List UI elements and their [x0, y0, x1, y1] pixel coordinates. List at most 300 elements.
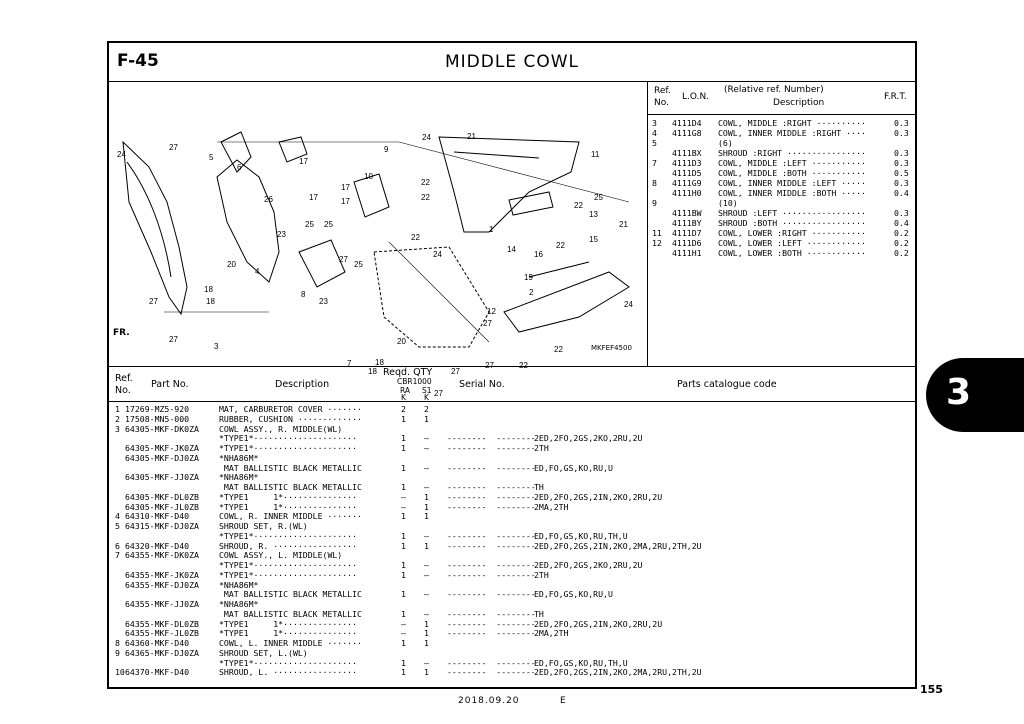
part-number: 64360-MKF-D40 [125, 638, 190, 648]
parts-row [109, 415, 915, 424]
svg-text:22: 22 [421, 193, 430, 202]
svg-text:2: 2 [529, 288, 534, 297]
part-description: *TYPE1 1*··············· [219, 618, 358, 629]
catalogue-code: ED,FO,GS,KO,RU,TH,U [534, 530, 628, 541]
qty-s1: 1 [424, 667, 429, 678]
parts-no-header: No. [115, 385, 131, 396]
ref-description: SHROUD :LEFT ················· [718, 208, 866, 218]
row-ref: 5 [115, 521, 120, 531]
catalogue-code: ED,FO,GS,KO,RU,U [534, 589, 613, 600]
qty-ra: 1 [401, 443, 406, 453]
callout-numbers [117, 132, 633, 398]
lon-code: 4111H1 [672, 248, 702, 258]
lon-code: 4111G9 [672, 178, 702, 188]
part-number: 64355-MKF-JJ0ZA [125, 599, 199, 609]
reference-table-header [648, 82, 915, 115]
svg-text:18: 18 [206, 297, 215, 306]
qty-ra: 2 [401, 404, 406, 414]
cowl-left-shape [374, 247, 489, 347]
frt-value: 0.5 [894, 168, 909, 178]
qty-s1: 1 [424, 511, 429, 522]
svg-text:21: 21 [467, 132, 476, 141]
section-tab [926, 358, 1024, 432]
page-number: 155 [920, 683, 943, 696]
reference-row [648, 138, 915, 148]
qty-ra: 1 [401, 657, 406, 668]
qty-s1: – [424, 530, 429, 541]
serial-number: -------- -------- [447, 589, 536, 600]
part-description: *TYPE1*····················· [219, 657, 358, 668]
ref-description: COWL, LOWER :BOTH ············ [718, 248, 866, 258]
ref-description: SHROUD :RIGHT ················ [718, 148, 866, 158]
reference-row [648, 248, 915, 258]
serial-number: -------- -------- [447, 667, 536, 678]
part-number: 17269-MZ5-920 [125, 404, 190, 414]
relative-ref-header: (Relative ref. Number) [724, 85, 824, 95]
reference-table [648, 82, 915, 366]
svg-text:15: 15 [589, 235, 598, 244]
serial-number: -------- -------- [447, 433, 536, 444]
parts-row [109, 493, 915, 502]
part-description: SHROUD, R. ················· [219, 540, 358, 551]
serial-number: -------- -------- [447, 540, 536, 551]
serial-number: -------- -------- [447, 560, 536, 570]
svg-text:18: 18 [204, 285, 213, 294]
svg-text:23: 23 [319, 297, 328, 306]
part-description: SHROUD SET, L.(WL) [219, 647, 308, 658]
qty-ra: 1 [401, 589, 406, 600]
qty-s1: 1 [424, 540, 429, 551]
part-description: *NHA86M* [219, 579, 259, 590]
part-description: *NHA86M* [219, 452, 259, 463]
parts-row [109, 483, 915, 492]
parts-row [109, 425, 915, 434]
svg-text:12: 12 [487, 307, 496, 316]
frt-value: 0.2 [894, 228, 909, 238]
lon-code: 4111BW [672, 208, 702, 218]
svg-text:19: 19 [524, 273, 533, 282]
qty-ra: 1 [401, 608, 406, 619]
svg-text:25: 25 [305, 220, 314, 229]
no-header: No. [654, 98, 669, 108]
svg-text:24: 24 [422, 133, 431, 142]
parts-row [109, 561, 915, 570]
lon-code: 4111BY [672, 218, 702, 228]
qty-ra: 1 [401, 511, 406, 522]
ref-description: COWL, INNER MIDDLE :LEFT ····· [718, 178, 866, 188]
ref-description: (10) [718, 198, 738, 208]
part-number: 64355-MKF-JL0ZB [125, 628, 199, 639]
part-number: 64305-MKF-DJ0ZA [125, 452, 199, 463]
qty-s1: – [424, 433, 429, 444]
parts-row [109, 668, 915, 677]
figure-title: MIDDLE COWL [444, 52, 579, 72]
part-description: *NHA86M* [219, 472, 259, 483]
qty-ra: 1 [401, 638, 406, 648]
row-ref: 9 [115, 647, 120, 658]
svg-text:24: 24 [624, 300, 633, 309]
svg-text:25: 25 [594, 193, 603, 202]
part-description: MAT BALLISTIC BLACK METALLIC [219, 589, 362, 600]
frt-value: 0.3 [894, 148, 909, 158]
catalogue-code: 2TH [534, 443, 549, 453]
catalogue-code: 2MA,2TH [534, 501, 569, 512]
part-description: SHROUD, L. ················· [219, 667, 358, 678]
ra-header: RA [400, 386, 411, 395]
catalogue-code: 2ED,2FO,2GS,2IN,2KO,2RU,2U [534, 491, 663, 502]
part-number: 64355-MKF-DJ0ZA [125, 579, 199, 590]
catalogue-code: 2ED,2FO,2GS,2IN,2KO,2RU,2U [534, 618, 663, 629]
qty-ra: 1 [401, 667, 406, 678]
lon-code: 4111D6 [672, 238, 702, 248]
qty-s1: 1 [424, 638, 429, 648]
row-ref: 1 [115, 404, 120, 414]
parts-row [109, 629, 915, 638]
reference-row [648, 178, 915, 188]
ref-description: (6) [718, 138, 733, 148]
reference-row [648, 238, 915, 248]
ref-description: COWL, MIDDLE :RIGHT ·········· [718, 118, 866, 128]
k1-header: K [401, 393, 406, 402]
ref-description: COWL, INNER MIDDLE :RIGHT ···· [718, 128, 866, 138]
part-description: *TYPE1 1*··············· [219, 491, 358, 502]
svg-text:22: 22 [574, 201, 583, 210]
part-number: 17508-MN5-000 [125, 413, 190, 424]
svg-text:27: 27 [339, 255, 348, 264]
serial-number: -------- -------- [447, 482, 536, 492]
lon-code: 4111D7 [672, 228, 702, 238]
reference-row [648, 168, 915, 178]
part-description: COWL ASSY., L. MIDDLE(WL) [219, 550, 343, 561]
qty-ra: – [401, 501, 406, 512]
parts-row [109, 590, 915, 599]
svg-text:1: 1 [489, 225, 494, 234]
lon-header: L.O.N. [682, 92, 710, 102]
serial-number: -------- -------- [447, 569, 536, 580]
part-number: 64310-MKF-D40 [125, 511, 190, 522]
lon-code: 4111D5 [672, 168, 702, 178]
k2-header: K [424, 393, 429, 402]
qty-s1: 1 [424, 501, 429, 512]
s1-header: S1 [422, 386, 432, 395]
parts-row [109, 444, 915, 453]
svg-text:10: 10 [364, 172, 373, 181]
parts-row [109, 503, 915, 512]
qty-s1: – [424, 657, 429, 668]
qty-s1: 1 [424, 491, 429, 502]
ref-number: 7 [652, 158, 657, 168]
qty-ra: – [401, 628, 406, 639]
svg-text:6: 6 [237, 163, 242, 172]
qty-ra: – [401, 491, 406, 502]
row-ref: 2 [115, 413, 120, 424]
frt-value: 0.3 [894, 128, 909, 138]
parts-row [109, 571, 915, 580]
frt-value: 0.4 [894, 218, 909, 228]
row-ref: 8 [115, 638, 120, 648]
serial-number: -------- -------- [447, 443, 536, 453]
svg-text:17: 17 [341, 183, 350, 192]
part-description: COWL ASSY., R. MIDDLE(WL) [219, 423, 343, 434]
svg-text:22: 22 [519, 361, 528, 370]
part-number: 64315-MKF-DJ0ZA [125, 521, 199, 531]
svg-text:8: 8 [301, 290, 306, 299]
ref-number: 11 [652, 228, 662, 238]
frt-value: 0.4 [894, 188, 909, 198]
lon-code: 4111G8 [672, 128, 702, 138]
svg-text:18: 18 [368, 367, 377, 376]
qty-ra: 1 [401, 540, 406, 551]
serial-number: -------- -------- [447, 657, 536, 668]
svg-text:25: 25 [354, 260, 363, 269]
serial-number: -------- -------- [447, 501, 536, 512]
reference-row [648, 158, 915, 168]
svg-text:24: 24 [433, 250, 442, 259]
frt-value: 0.2 [894, 248, 909, 258]
frt-value: 0.3 [894, 178, 909, 188]
qty-s1: – [424, 569, 429, 580]
model-header: CBR1000 [397, 377, 432, 386]
svg-text:21: 21 [619, 220, 628, 229]
svg-text:5: 5 [209, 153, 214, 162]
qty-s1: 2 [424, 404, 429, 414]
row-ref: 3 [115, 423, 120, 434]
parts-row [109, 639, 915, 648]
qty-ra: – [401, 618, 406, 629]
parts-row [109, 620, 915, 629]
serial-number: -------- -------- [447, 530, 536, 541]
ref-description: COWL, LOWER :RIGHT ··········· [718, 228, 866, 238]
part-number: 64305-MKF-DL0ZB [125, 491, 199, 502]
ref-number: 8 [652, 178, 657, 188]
ref-number: 3 [652, 118, 657, 128]
part-number: 64305-MKF-DK0ZA [125, 423, 199, 434]
svg-text:13: 13 [589, 210, 598, 219]
qty-s1: – [424, 482, 429, 492]
title-bar [109, 43, 915, 82]
reference-row [648, 128, 915, 138]
reference-row [648, 228, 915, 238]
parts-row [109, 610, 915, 619]
parts-row [109, 434, 915, 443]
part-number: 64305-MKF-JJ0ZA [125, 472, 199, 483]
lon-code: 4111H0 [672, 188, 702, 198]
edition-mark: E [560, 696, 566, 706]
catalogue-code: TH [534, 482, 544, 492]
row-ref: 7 [115, 550, 120, 561]
svg-text:22: 22 [411, 233, 420, 242]
parts-list-header [109, 366, 915, 402]
svg-text:27: 27 [485, 361, 494, 370]
svg-text:27: 27 [483, 319, 492, 328]
part-description: *TYPE1 1*··············· [219, 501, 358, 512]
part-number: 64305-MKF-JL0ZB [125, 501, 199, 512]
reqd-qty-header: Reqd. QTY [383, 367, 433, 378]
part-description: *TYPE1*····················· [219, 443, 358, 453]
qty-s1: – [424, 443, 429, 453]
ref-number: 4 [652, 128, 657, 138]
serial-number: -------- -------- [447, 608, 536, 619]
shroud-shape [221, 132, 251, 172]
frt-value: 0.3 [894, 118, 909, 128]
qty-s1: 1 [424, 618, 429, 629]
part-description: *TYPE1*····················· [219, 530, 358, 541]
qty-ra: 1 [401, 482, 406, 492]
ref-description: COWL, MIDDLE :LEFT ··········· [718, 158, 866, 168]
qty-ra: 1 [401, 462, 406, 473]
catalogue-code: 2MA,2TH [534, 628, 569, 639]
svg-text:22: 22 [421, 178, 430, 187]
part-number: 64355-MKF-DL0ZB [125, 618, 199, 629]
row-ref: 6 [115, 540, 120, 551]
qty-ra: 1 [401, 560, 406, 570]
parts-ref-header: Ref. [115, 373, 133, 384]
part-description: MAT BALLISTIC BLACK METALLIC [219, 462, 362, 473]
svg-text:25: 25 [324, 220, 333, 229]
part-description: SHROUD SET, R.(WL) [219, 521, 308, 531]
parts-row [109, 600, 915, 609]
svg-text:27: 27 [169, 143, 178, 152]
catalogue-code: 2TH [534, 569, 549, 580]
lon-code: 4111D4 [672, 118, 702, 128]
svg-text:26: 26 [264, 195, 273, 204]
parts-row [109, 659, 915, 668]
parts-row [109, 649, 915, 658]
catalogue-code: 2ED,2FO,2GS,2KO,2RU,2U [534, 560, 643, 570]
svg-text:27: 27 [434, 389, 443, 398]
qty-ra: 1 [401, 569, 406, 580]
parts-row [109, 454, 915, 463]
part-description: RUBBER, CUSHION ············· [219, 413, 362, 424]
parts-row [109, 532, 915, 541]
lon-code: 4111D3 [672, 158, 702, 168]
diagram-code: MKFEF4500 [591, 344, 632, 352]
part-no-header: Part No. [151, 379, 189, 390]
ref-number: 9 [652, 198, 657, 208]
section-tab-number: 3 [946, 372, 972, 413]
row-ref: 4 [115, 511, 120, 522]
reference-row [648, 148, 915, 158]
ref-description: COWL, MIDDLE :BOTH ··········· [718, 168, 866, 178]
svg-text:3: 3 [214, 342, 219, 351]
parts-row [109, 512, 915, 521]
front-arrow-label: FR. [113, 328, 130, 338]
svg-text:17: 17 [299, 157, 308, 166]
reference-row [648, 188, 915, 198]
svg-text:22: 22 [556, 241, 565, 250]
cowl-middle-shape [439, 137, 579, 232]
lon-code: 4111BX [672, 148, 702, 158]
qty-ra: 1 [401, 530, 406, 541]
part-number: 64305-MKF-JK0ZA [125, 443, 199, 453]
part-description: MAT BALLISTIC BLACK METALLIC [219, 482, 362, 492]
frt-value: 0.2 [894, 238, 909, 248]
catalogue-code: 2ED,2FO,2GS,2KO,2RU,2U [534, 433, 643, 444]
svg-text:9: 9 [384, 145, 389, 154]
svg-text:27: 27 [451, 367, 460, 376]
svg-text:27: 27 [149, 297, 158, 306]
part-description: MAT, CARBURETOR COVER ······· [219, 404, 362, 414]
figure-number: F-45 [117, 51, 159, 71]
reference-row [648, 198, 915, 208]
serial-header: Serial No. [459, 379, 505, 390]
part-description: COWL, L. INNER MIDDLE ······· [219, 638, 362, 648]
qty-s1: – [424, 462, 429, 473]
svg-text:20: 20 [397, 337, 406, 346]
svg-text:18: 18 [375, 358, 384, 367]
svg-text:23: 23 [277, 230, 286, 239]
catalogue-code: TH [534, 608, 544, 619]
svg-text:7: 7 [347, 359, 352, 368]
catalogue-code: 2ED,2FO,2GS,2IN,2KO,2MA,2RU,2TH,2U [534, 667, 702, 678]
svg-text:4: 4 [255, 267, 260, 276]
frt-value: 0.3 [894, 208, 909, 218]
parts-row [109, 551, 915, 560]
parts-row [109, 464, 915, 473]
reference-row [648, 218, 915, 228]
serial-number: -------- -------- [447, 628, 536, 639]
parts-row [109, 542, 915, 551]
part-description: *NHA86M* [219, 599, 259, 609]
part-number: 64365-MKF-DJ0ZA [125, 647, 199, 658]
parts-row [109, 581, 915, 590]
parts-desc-header: Description [275, 379, 330, 390]
part-number: 64355-MKF-DK0ZA [125, 550, 199, 561]
reference-row [648, 118, 915, 128]
svg-text:16: 16 [534, 250, 543, 259]
ref-description: COWL, INNER MIDDLE :BOTH ····· [718, 188, 866, 198]
qty-ra: 1 [401, 433, 406, 444]
svg-text:17: 17 [309, 193, 318, 202]
serial-number: -------- -------- [447, 491, 536, 502]
part-description: *TYPE1*····················· [219, 569, 358, 580]
qty-s1: 1 [424, 628, 429, 639]
ref-number: 5 [652, 138, 657, 148]
ref-description: COWL, LOWER :LEFT ············ [718, 238, 866, 248]
catalogue-code: 2ED,2FO,2GS,2IN,2KO,2MA,2RU,2TH,2U [534, 540, 702, 551]
cowl-right-shape [123, 142, 187, 314]
ref-number: 12 [652, 238, 662, 248]
catalogue-code: ED,FO,GS,KO,RU,TH,U [534, 657, 628, 668]
qty-s1: – [424, 608, 429, 619]
svg-text:24: 24 [117, 150, 126, 159]
description-header: Description [773, 98, 825, 108]
parts-row [109, 522, 915, 531]
part-number: 64355-MKF-JK0ZA [125, 569, 199, 580]
frt-value: 0.3 [894, 158, 909, 168]
part-description: *TYPE1*····················· [219, 560, 358, 570]
svg-text:27: 27 [169, 335, 178, 344]
part-number: 64370-MKF-D40 [125, 667, 190, 678]
svg-text:20: 20 [227, 260, 236, 269]
catalog-page-frame [107, 41, 917, 689]
svg-text:11: 11 [591, 150, 600, 159]
ref-description: SHROUD :BOTH ················· [718, 218, 866, 228]
catalogue-code: ED,FO,GS,KO,RU,U [534, 462, 613, 473]
row-ref: 10 [115, 667, 125, 678]
serial-number: -------- -------- [447, 462, 536, 473]
qty-ra: 1 [401, 413, 406, 424]
serial-number: -------- -------- [447, 618, 536, 629]
svg-text:14: 14 [507, 245, 516, 254]
frt-header: F.R.T. [884, 92, 907, 102]
part-description: COWL, R. INNER MIDDLE ······· [219, 511, 362, 522]
cowl-lower-shape [504, 272, 629, 332]
svg-text:22: 22 [554, 345, 563, 354]
catalogue-code-header: Parts catalogue code [677, 379, 777, 390]
parts-row [109, 473, 915, 482]
part-description: *TYPE1*····················· [219, 433, 358, 444]
